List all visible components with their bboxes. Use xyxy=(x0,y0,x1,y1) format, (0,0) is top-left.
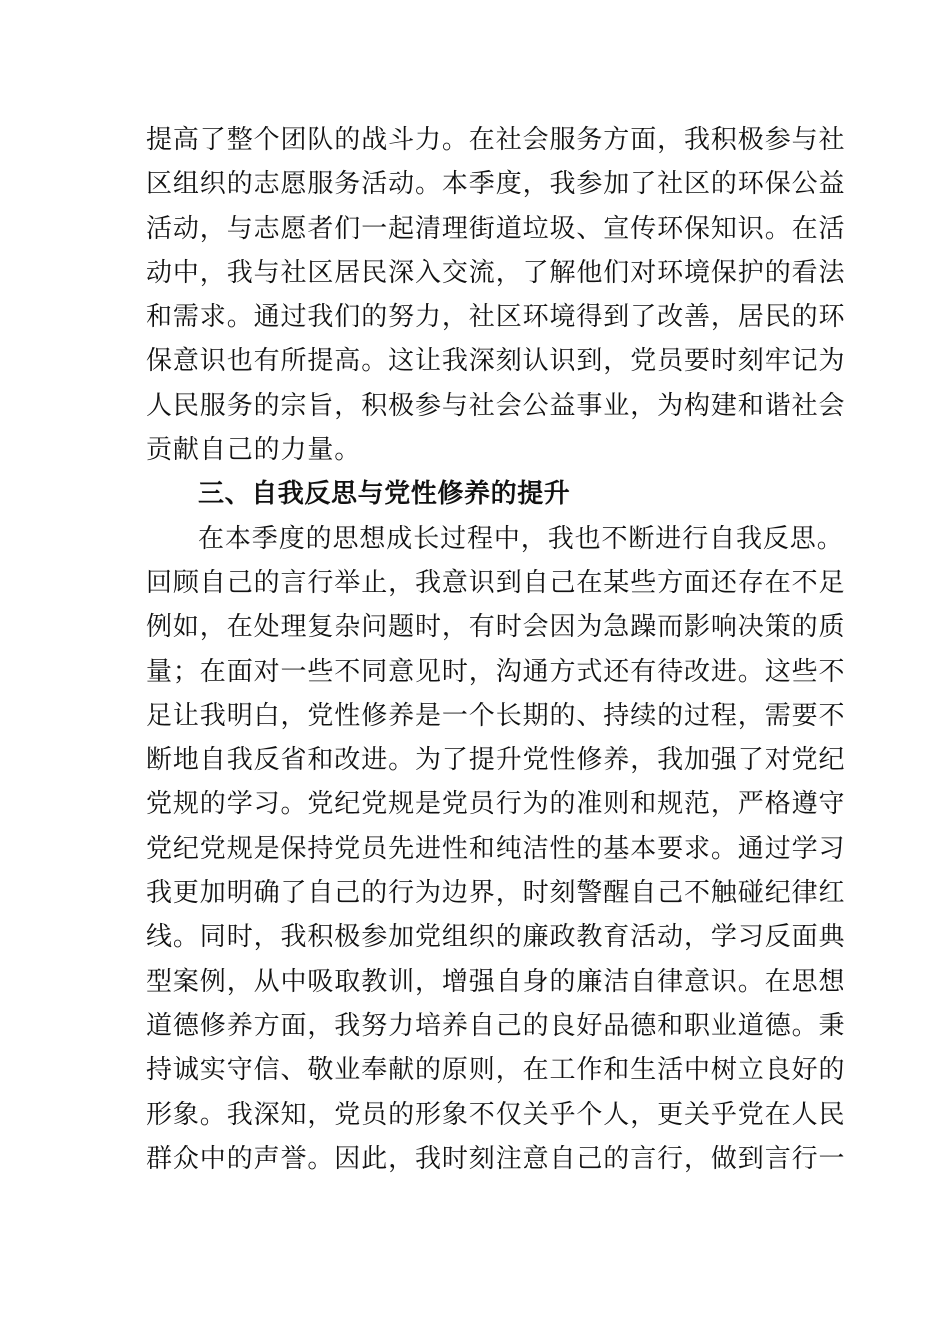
paragraph-line: 活动，与志愿者们一起清理街道垃圾、宣传环保知识。在活 xyxy=(146,213,846,244)
paragraph-line: 区组织的志愿服务活动。本季度，我参加了社区的环保公益 xyxy=(146,169,846,200)
paragraph-line: 回顾自己的言行举止，我意识到自己在某些方面还存在不足 xyxy=(146,567,846,598)
paragraph-line: 党纪党规是保持党员先进性和纯洁性的基本要求。通过学习 xyxy=(146,833,846,864)
paragraph-line: 贡献自己的力量。 xyxy=(146,435,362,466)
paragraph-line: 群众中的声誉。因此，我时刻注意自己的言行，做到言行一 xyxy=(146,1143,846,1174)
paragraph-line: 例如，在处理复杂问题时，有时会因为急躁而影响决策的质 xyxy=(146,612,846,643)
document-body xyxy=(146,118,846,1181)
paragraph-line: 保意识也有所提高。这让我深刻认识到，党员要时刻牢记为 xyxy=(146,346,846,377)
paragraph-line: 型案例，从中吸取教训，增强自身的廉洁自律意识。在思想 xyxy=(146,966,846,997)
paragraph-line: 党规的学习。党纪党规是党员行为的准则和规范，严格遵守 xyxy=(146,789,846,820)
paragraph-line: 断地自我反省和改进。为了提升党性修养，我加强了对党纪 xyxy=(146,745,846,776)
paragraph-line: 在本季度的思想成长过程中，我也不断进行自我反思。 xyxy=(198,523,844,554)
paragraph-line: 提高了整个团队的战斗力。在社会服务方面，我积极参与社 xyxy=(146,125,846,155)
section-heading: 三、自我反思与党性修养的提升 xyxy=(198,479,571,510)
paragraph-line: 道德修养方面，我努力培养自己的良好品德和职业道德。秉 xyxy=(146,1010,846,1041)
paragraph-line: 动中，我与社区居民深入交流，了解他们对环境保护的看法 xyxy=(146,257,846,288)
paragraph-line: 形象。我深知，党员的形象不仅关乎个人，更关乎党在人民 xyxy=(146,1099,846,1130)
paragraph-line: 和需求。通过我们的努力，社区环境得到了改善，居民的环 xyxy=(146,302,846,333)
paragraph-line: 我更加明确了自己的行为边界，时刻警醒自己不触碰纪律红 xyxy=(146,878,846,909)
paragraph-line: 持诚实守信、敬业奉献的原则，在工作和生活中树立良好的 xyxy=(146,1055,846,1086)
paragraph-line: 足让我明白，党性修养是一个长期的、持续的过程，需要不 xyxy=(146,700,846,731)
paragraph-line: 量；在面对一些不同意见时，沟通方式还有待改进。这些不 xyxy=(146,656,846,687)
paragraph-line: 线。同时，我积极参加党组织的廉政教育活动，学习反面典 xyxy=(146,922,846,953)
paragraph-line: 人民服务的宗旨，积极参与社会公益事业，为构建和谐社会 xyxy=(146,390,846,421)
